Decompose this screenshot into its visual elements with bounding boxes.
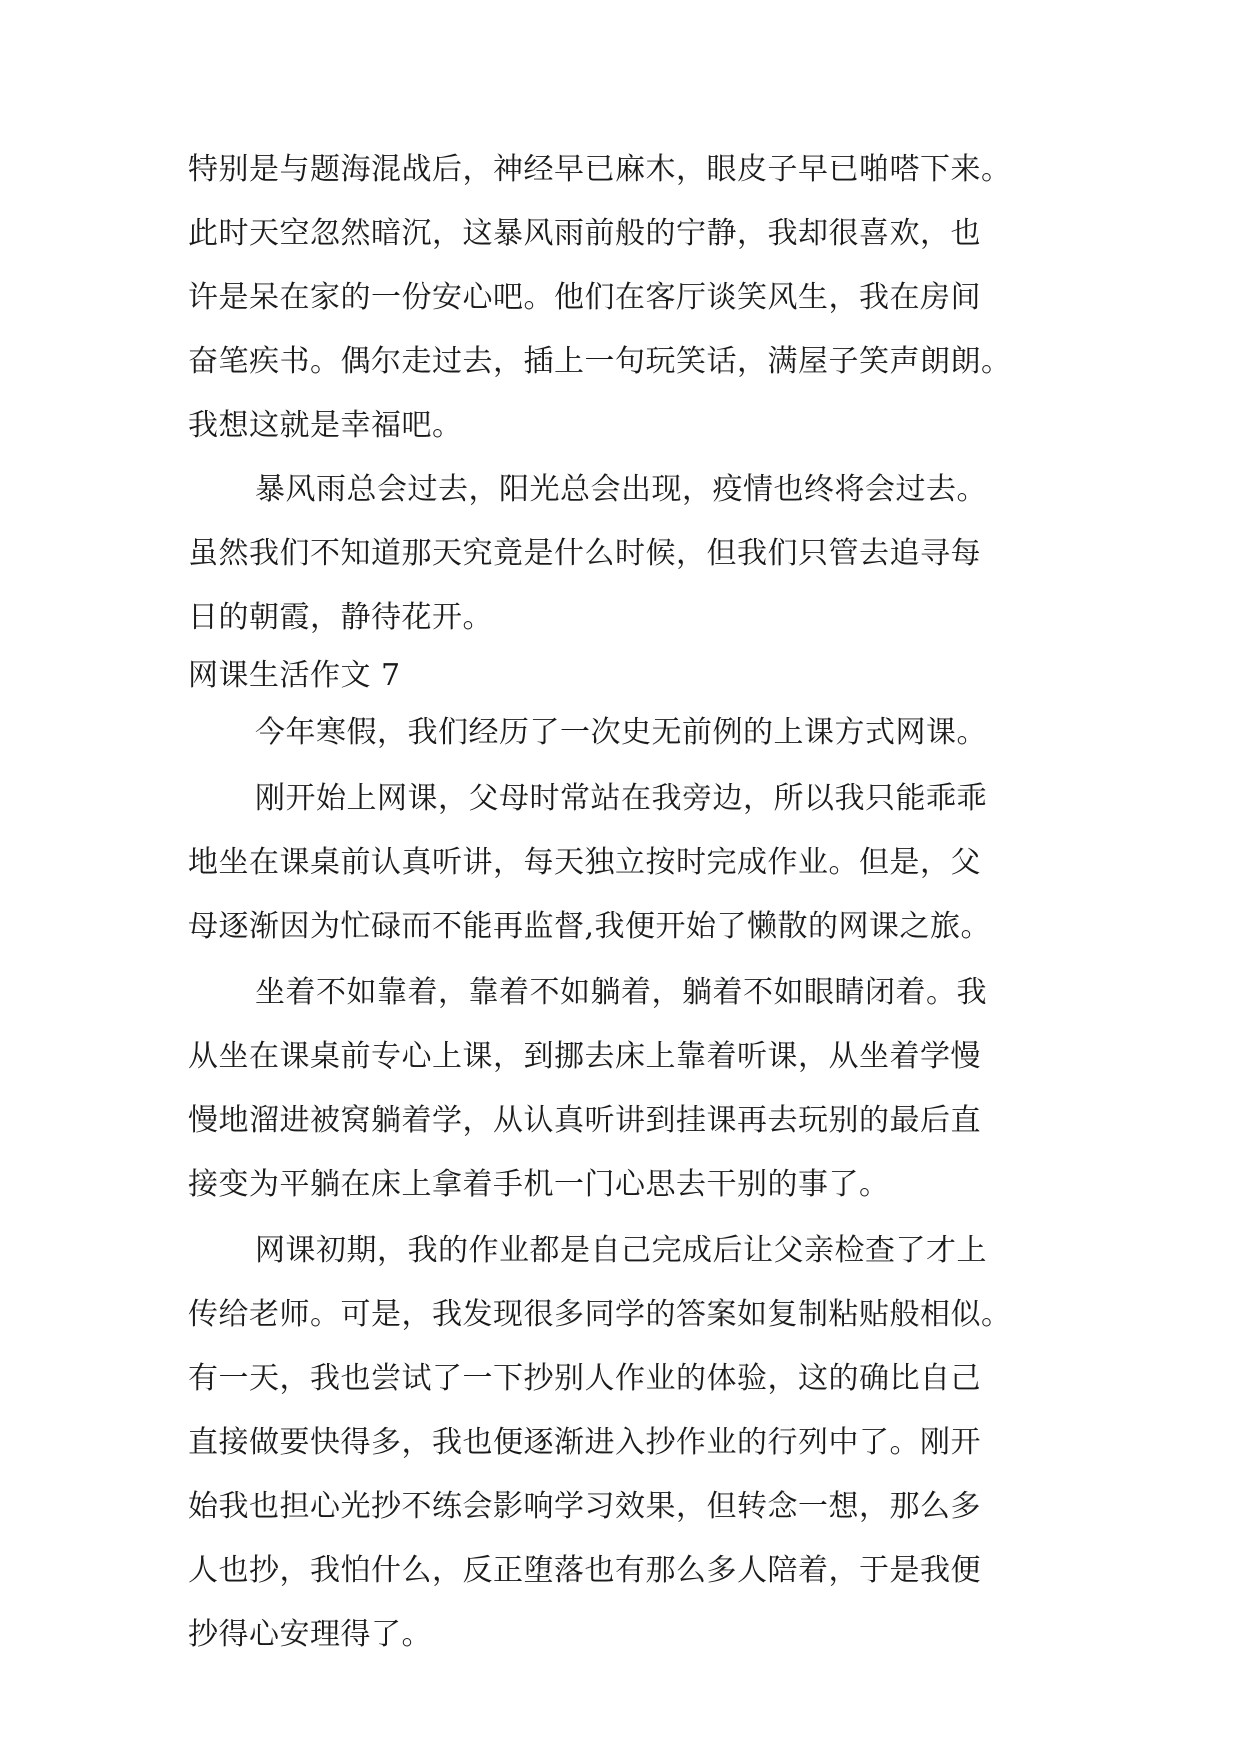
text-line: 始我也担心光抄不练会影响学习效果，但转念一想，那么多 xyxy=(188,1489,981,1524)
text-line: 接变为平躺在床上拿着手机一门心思去干别的事了。 xyxy=(188,1167,890,1202)
text-line: 我想这就是幸福吧。 xyxy=(188,408,463,443)
text-line: 特别是与题海混战后，神经早已麻木，眼皮子早已啪嗒下来。 xyxy=(188,152,1012,187)
paragraph-start: 坐着不如靠着，靠着不如躺着，躺着不如眼睛闭着。我 xyxy=(255,975,987,1010)
paragraph-start: 刚开始上网课，父母时常站在我旁边，所以我只能乖乖 xyxy=(255,781,987,816)
paragraph-start: 今年寒假，我们经历了一次史无前例的上课方式网课。 xyxy=(255,715,987,750)
text-line: 奋笔疾书。偶尔走过去，插上一句玩笑话，满屋子笑声朗朗。 xyxy=(188,344,1012,379)
paragraph-start: 暴风雨总会过去，阳光总会出现，疫情也终将会过去。 xyxy=(255,472,987,507)
text-line: 慢地溜进被窝躺着学，从认真听讲到挂课再去玩别的最后直 xyxy=(188,1103,981,1138)
text-line: 母逐渐因为忙碌而不能再监督,我便开始了懒散的网课之旅。 xyxy=(188,909,992,944)
text-line: 传给老师。可是，我发现很多同学的答案如复制粘贴般相似。 xyxy=(188,1297,1012,1332)
text-line: 地坐在课桌前认真听讲，每天独立按时完成作业。但是，父 xyxy=(188,845,981,880)
text-line: 有一天，我也尝试了一下抄别人作业的体验，这的确比自己 xyxy=(188,1361,981,1396)
text-line: 从坐在课桌前专心上课，到挪去床上靠着听课，从坐着学慢 xyxy=(188,1039,981,1074)
paragraph-start: 网课初期，我的作业都是自己完成后让父亲检查了才上 xyxy=(255,1233,987,1268)
section-heading: 网课生活作文 7 xyxy=(188,658,401,693)
text-line: 直接做要快得多，我也便逐渐进入抄作业的行列中了。刚开 xyxy=(188,1425,981,1460)
text-line: 抄得心安理得了。 xyxy=(188,1617,432,1652)
text-line: 此时天空忽然暗沉，这暴风雨前般的宁静，我却很喜欢，也 xyxy=(188,216,981,251)
text-line: 日的朝霞，静待花开。 xyxy=(188,600,493,635)
text-line: 人也抄，我怕什么，反正堕落也有那么多人陪着，于是我便 xyxy=(188,1553,981,1588)
text-line: 虽然我们不知道那天究竟是什么时候，但我们只管去追寻每 xyxy=(188,536,981,571)
text-line: 许是呆在家的一份安心吧。他们在客厅谈笑风生，我在房间 xyxy=(188,280,981,315)
